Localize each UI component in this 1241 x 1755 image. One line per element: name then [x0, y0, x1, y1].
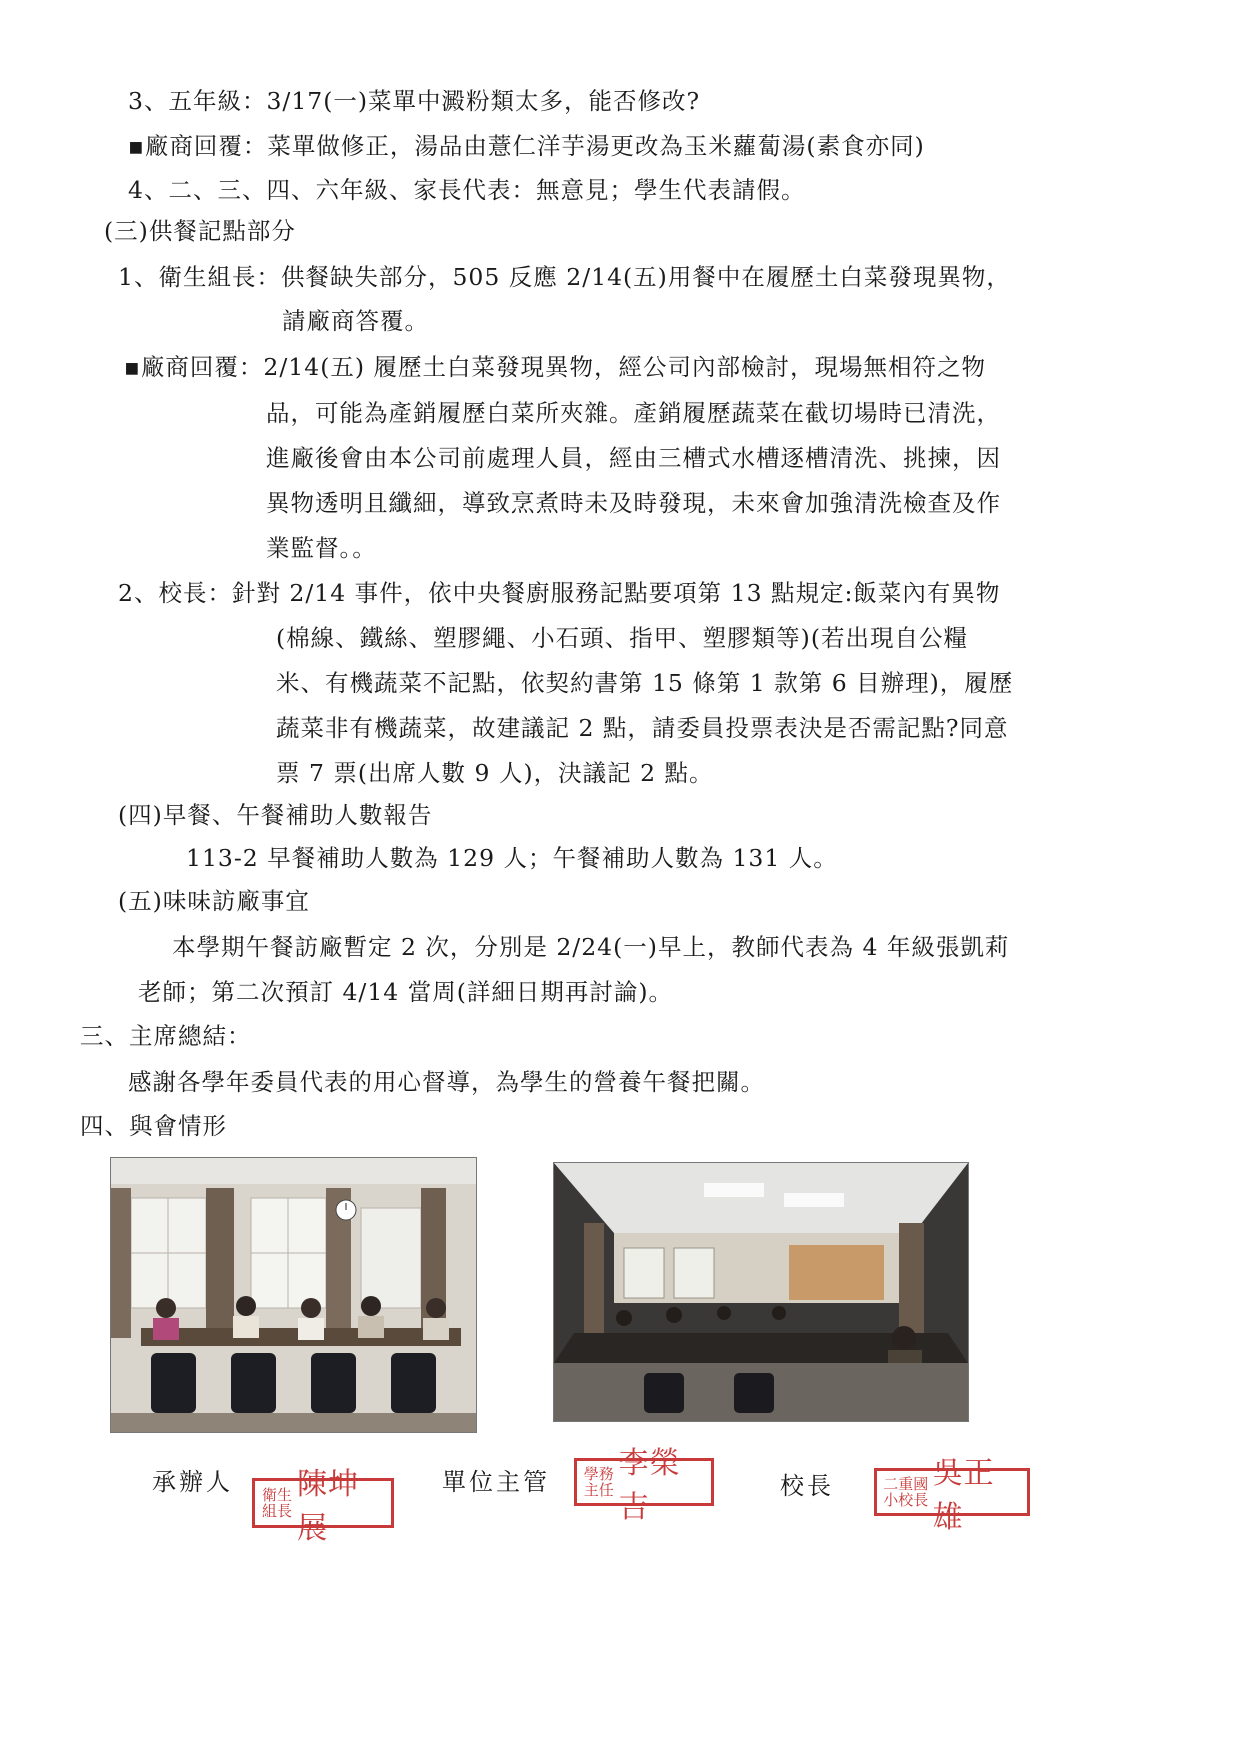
unit-head-seal-stamp: [574, 1446, 714, 1525]
vendor-reply-line-5: 業監督。。: [266, 534, 377, 562]
vendor-reply-line-4: 異物透明且纖細，導致烹煮時未及時發現，未來會加強清洗檢查及作: [266, 489, 1001, 517]
principal-seal-stamp: [874, 1456, 1030, 1535]
principal-seal-title: 二重國小校長: [883, 1475, 929, 1509]
item-4-no-opinion: 4、二、三、四、六年級、家長代表：無意見；學生代表請假。: [128, 176, 806, 204]
handler-label: 承辦人: [152, 1468, 233, 1496]
item-1-continued: 請廠商答覆。: [282, 307, 429, 335]
handler-seal-name: 陳坤展: [297, 1467, 360, 1546]
item-2-line-3: 米、有機蔬菜不記點，依契約書第 15 條第 1 款第 6 目辦理)，履歷: [276, 669, 1014, 697]
factory-visit-line-1: 本學期午餐訪廠暫定 2 次，分別是 2/24(一)早上，教師代表為 4 年級張凱莉: [172, 933, 1010, 961]
item-2-line-5: 票 7 票(出席人數 9 人)，決議記 2 點。: [276, 759, 714, 787]
chair-summary-heading: 三、主席總結：: [80, 1022, 252, 1050]
unit-head-seal-name: 李榮吉: [618, 1446, 681, 1525]
section-5-heading: (五)味味訪廠事宜: [118, 887, 310, 915]
vendor-reply-foreign-object: ▪廠商回覆：2/14(五) 履歷土白菜發現異物，經公司內部檢討，現場無相符之物: [124, 353, 987, 381]
item-2-principal: 2、校長：針對 2/14 事件，依中央餐廚服務記點要項第 13 點規定:飯菜內有異物: [118, 579, 1001, 607]
principal-seal-name: 吳正雄: [932, 1456, 995, 1535]
section-4-heading: (四)早餐、午餐補助人數報告: [118, 801, 433, 829]
meeting-photo-1: [110, 1157, 477, 1433]
vendor-reply-line-2: 品，可能為產銷履歷白菜所夾雜。產銷履歷蔬菜在截切場時已清洗，: [266, 399, 1001, 427]
meeting-photo-2: [553, 1162, 969, 1422]
factory-visit-line-2: 老師；第二次預訂 4/14 當周(詳細日期再討論)。: [138, 978, 674, 1006]
handler-seal-stamp: [252, 1467, 394, 1546]
unit-head-label: 單位主管: [442, 1468, 550, 1496]
vendor-reply-menu: ▪廠商回覆：菜單做修正，湯品由薏仁洋芋湯更改為玉米蘿蔔湯(素食亦同): [128, 132, 925, 160]
principal-label: 校長: [780, 1472, 834, 1500]
item-2-line-4: 蔬菜非有機蔬菜，故建議記 2 點，請委員投票表決是否需記點?同意: [276, 714, 1009, 742]
chair-summary-text: 感謝各學年委員代表的用心督導，為學生的營養午餐把關。: [128, 1068, 765, 1096]
item-2-line-2: (棉線、鐵絲、塑膠繩、小石頭、指甲、塑膠類等)(若出現自公糧: [276, 624, 969, 652]
section-3-heading: (三)供餐記點部分: [104, 217, 296, 245]
item-3-fifth-grade: 3、五年級：3/17(一)菜單中澱粉類太多，能否修改?: [128, 87, 701, 115]
vendor-reply-line-3: 進廠後會由本公司前處理人員，經由三槽式水槽逐槽清洗、挑揀，因: [266, 444, 1001, 472]
unit-head-seal-title: 學務主任: [583, 1465, 614, 1499]
subsidy-report: 113-2 早餐補助人數為 129 人；午餐補助人數為 131 人。: [186, 844, 838, 872]
attendance-heading: 四、與會情形: [80, 1112, 227, 1140]
handler-seal-title: 衛生組長: [262, 1486, 293, 1520]
item-1-hygiene-chief: 1、衛生組長：供餐缺失部分，505 反應 2/14(五)用餐中在履歷土白菜發現異物，: [118, 263, 1011, 291]
